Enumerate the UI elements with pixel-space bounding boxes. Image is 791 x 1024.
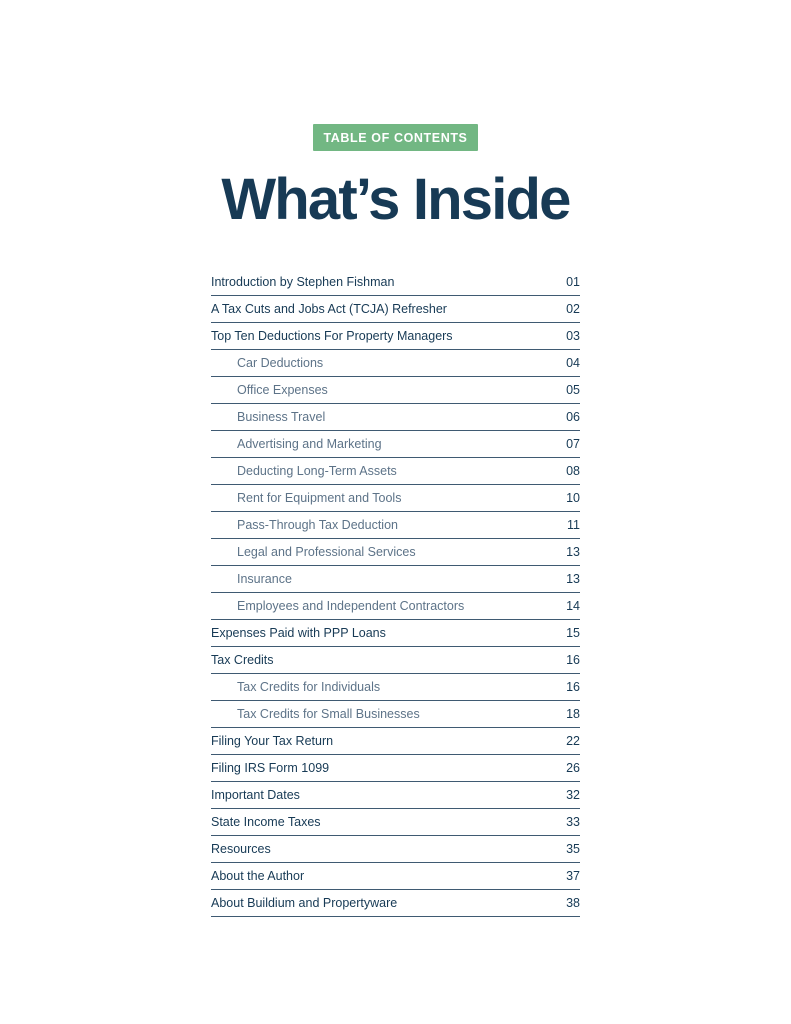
- toc-entry-label: About Buildium and Propertyware: [211, 896, 398, 910]
- toc-entry[interactable]: [211, 863, 580, 890]
- toc-entry-page: 11: [567, 518, 580, 532]
- toc-entry-page: 16: [566, 653, 580, 667]
- toc-entry-label: Employees and Independent Contractors: [237, 599, 465, 613]
- toc-entry-page: 35: [566, 842, 580, 856]
- toc-entry[interactable]: [211, 890, 580, 917]
- toc-entry-label: Tax Credits for Small Businesses: [237, 707, 420, 721]
- toc-entry-label: Expenses Paid with PPP Loans: [211, 626, 386, 640]
- toc-entry-label: Important Dates: [211, 788, 300, 802]
- toc-entry[interactable]: [211, 539, 580, 566]
- toc-entry-page: 01: [566, 275, 580, 289]
- toc-entry-label: About the Author: [211, 869, 305, 883]
- toc-entry-label: Deducting Long-Term Assets: [237, 464, 397, 478]
- toc-entry-label: Introduction by Stephen Fishman: [211, 275, 395, 289]
- toc-entry[interactable]: [211, 809, 580, 836]
- toc-entry-label: A Tax Cuts and Jobs Act (TCJA) Refresher: [211, 302, 447, 316]
- toc-entry-label: Insurance: [237, 572, 292, 586]
- toc-entry[interactable]: [211, 350, 580, 377]
- toc-entry[interactable]: [211, 755, 580, 782]
- toc-entry-page: 38: [566, 896, 580, 910]
- toc-entry-page: 13: [566, 572, 580, 586]
- toc-entry-label: Tax Credits: [211, 653, 274, 667]
- toc-entry-label: Car Deductions: [237, 356, 324, 370]
- toc-entry-page: 07: [566, 437, 580, 451]
- toc-entry-page: 14: [566, 599, 580, 613]
- toc-entry-page: 13: [566, 545, 580, 559]
- toc-entry-page: 03: [566, 329, 580, 343]
- toc-entry-label: Business Travel: [237, 410, 326, 424]
- toc-entry[interactable]: [211, 674, 580, 701]
- toc-entry-label: Advertising and Marketing: [237, 437, 382, 451]
- toc-entry-page: 26: [566, 761, 580, 775]
- toc-entry-label: Tax Credits for Individuals: [237, 680, 381, 694]
- toc-entry-page: 32: [566, 788, 580, 802]
- toc-entry-label: Top Ten Deductions For Property Managers: [211, 329, 453, 343]
- toc-entry[interactable]: [211, 269, 580, 296]
- toc-entry[interactable]: [211, 323, 580, 350]
- toc-entry-label: Office Expenses: [237, 383, 328, 397]
- toc-entry-page: 16: [566, 680, 580, 694]
- toc-entry-label: Rent for Equipment and Tools: [237, 491, 402, 505]
- toc-entry[interactable]: [211, 296, 580, 323]
- toc-entry-page: 22: [566, 734, 580, 748]
- toc-entry[interactable]: [211, 458, 580, 485]
- toc-entry[interactable]: [211, 782, 580, 809]
- toc-entry-page: 33: [566, 815, 580, 829]
- toc-entry[interactable]: [211, 485, 580, 512]
- toc-entry-label: State Income Taxes: [211, 815, 321, 829]
- toc-entry[interactable]: [211, 593, 580, 620]
- toc-entry[interactable]: [211, 512, 580, 539]
- toc-entry-label: Legal and Professional Services: [237, 545, 416, 559]
- toc-entry-label: Pass-Through Tax Deduction: [237, 518, 398, 532]
- section-badge: TABLE OF CONTENTS: [313, 124, 478, 151]
- toc-entry-label: Filing Your Tax Return: [211, 734, 334, 748]
- toc-entry-label: Resources: [211, 842, 271, 856]
- toc-entry[interactable]: [211, 404, 580, 431]
- toc-entry-page: 18: [566, 707, 580, 721]
- page-title: What’s Inside: [221, 167, 570, 232]
- toc-entry-page: 10: [566, 491, 580, 505]
- toc-entry[interactable]: [211, 431, 580, 458]
- toc-entry[interactable]: [211, 728, 580, 755]
- toc-entry-page: 06: [566, 410, 580, 424]
- toc-entry[interactable]: [211, 836, 580, 863]
- toc-entry[interactable]: [211, 647, 580, 674]
- toc-entry-page: 05: [566, 383, 580, 397]
- toc-entry[interactable]: [211, 701, 580, 728]
- toc-entry-page: 37: [566, 869, 580, 883]
- table-of-contents: [211, 269, 580, 917]
- toc-entry[interactable]: [211, 620, 580, 647]
- toc-entry-page: 15: [566, 626, 580, 640]
- toc-entry-page: 04: [566, 356, 580, 370]
- toc-entry-page: 08: [566, 464, 580, 478]
- toc-entry[interactable]: [211, 377, 580, 404]
- toc-entry[interactable]: [211, 566, 580, 593]
- toc-entry-page: 02: [566, 302, 580, 316]
- toc-entry-label: Filing IRS Form 1099: [211, 761, 330, 775]
